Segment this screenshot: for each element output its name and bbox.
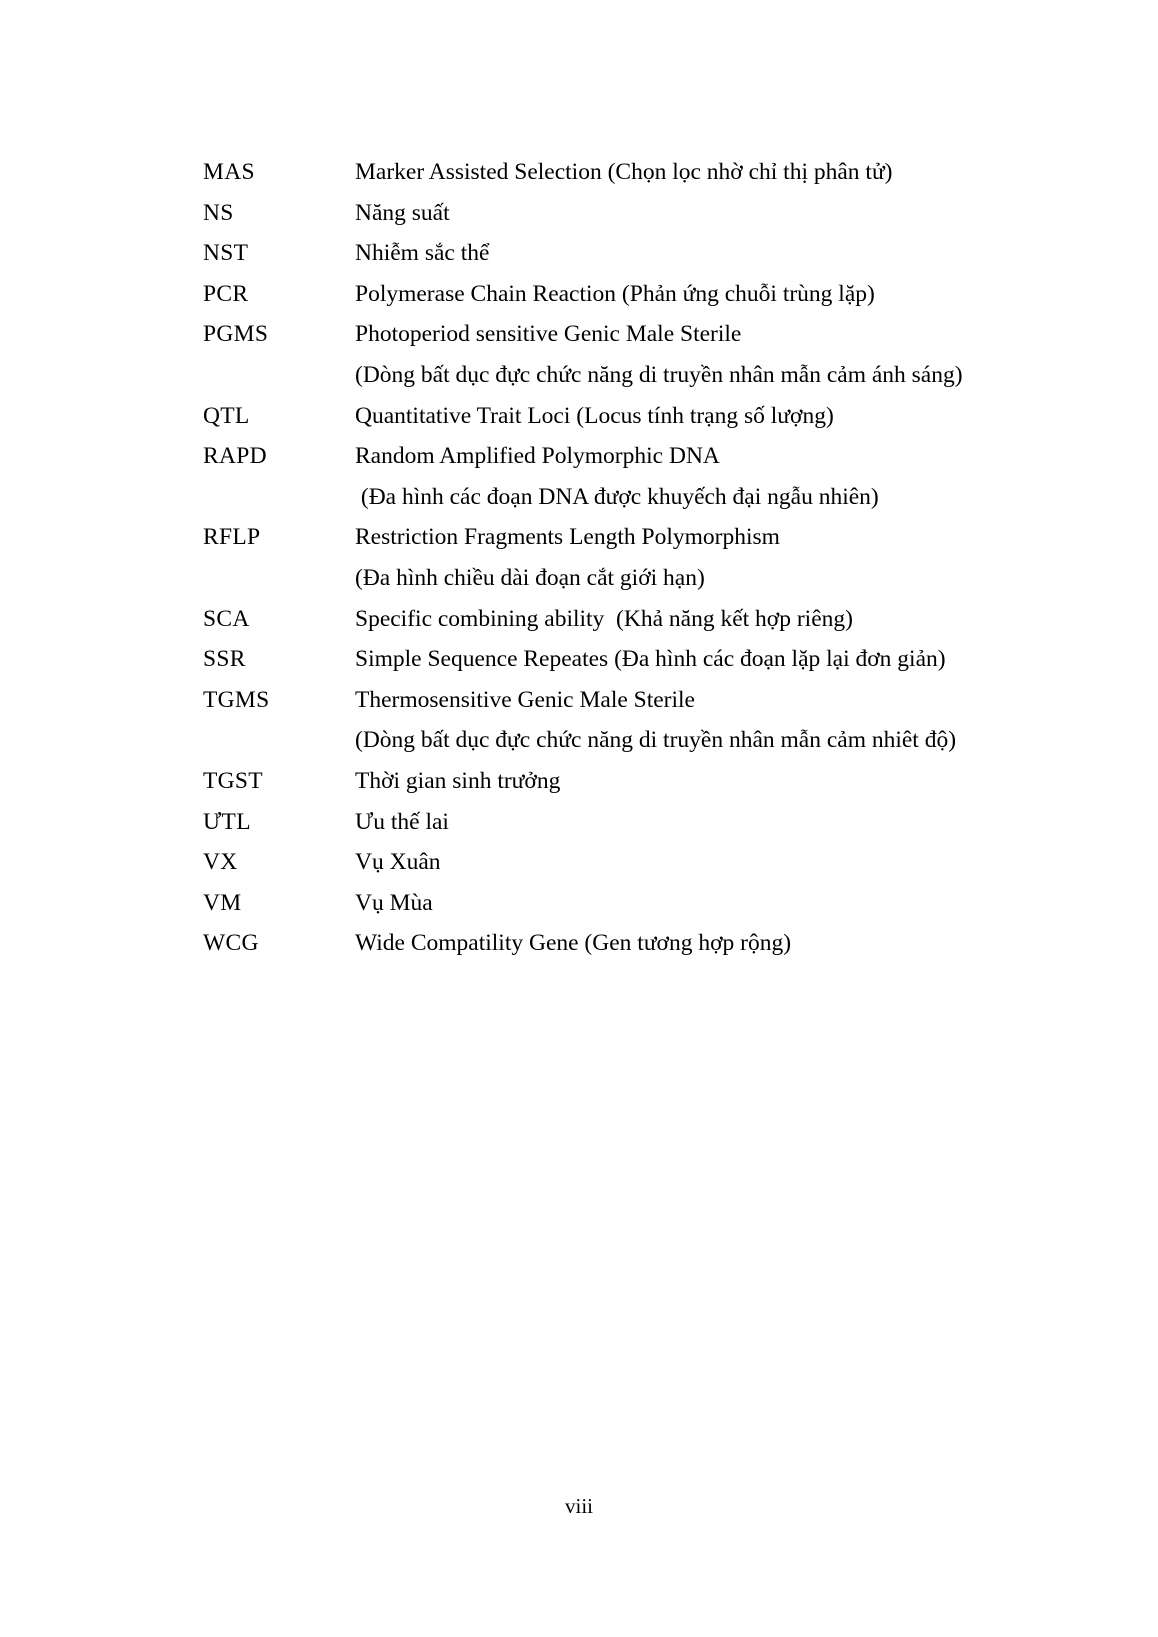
abbr-term: RFLP bbox=[203, 524, 261, 551]
page-number: viii bbox=[564, 1494, 593, 1518]
definition-line: (Đa hình các đoạn DNA được khuyếch đại ngẫu nhiên) bbox=[355, 483, 879, 510]
abbr-definition bbox=[355, 802, 1098, 843]
abbr-term: PGMS bbox=[203, 321, 269, 348]
definition-line: Năng suất bbox=[355, 199, 450, 226]
abbreviation-row-pcr bbox=[203, 274, 1098, 315]
abbr-term: NST bbox=[203, 240, 249, 267]
definition-line: Marker Assisted Selection (Chọn lọc nhờ chỉ thị phân tử) bbox=[355, 159, 893, 185]
abbreviation-row-sca bbox=[203, 599, 1098, 640]
abbr-term: SSR bbox=[203, 646, 246, 673]
definition-line: Simple Sequence Repeates (Đa hình các đoạn lặp lại đơn giản) bbox=[355, 646, 946, 673]
definition-line: Polymerase Chain Reaction (Phản ứng chuỗi trùng lặp) bbox=[355, 280, 875, 307]
definition-line: (Dòng bất dục đực chức năng di truyền nhân mẫn cảm ánh sáng) bbox=[355, 361, 963, 388]
abbr-definition bbox=[355, 599, 1098, 640]
definition-line: Thermosensitive Genic Male Sterile bbox=[355, 686, 695, 713]
abbr-term: SCA bbox=[203, 605, 250, 632]
definition-line: Random Amplified Polymorphic DNA bbox=[355, 443, 720, 470]
abbr-term: ƯTL bbox=[203, 808, 251, 835]
abbr-definition bbox=[355, 639, 1098, 680]
abbr-term: VM bbox=[203, 889, 242, 916]
abbr-definition bbox=[355, 274, 1098, 315]
abbreviation-row-pgms bbox=[203, 314, 1098, 395]
definition-line: Photoperiod sensitive Genic Male Sterile bbox=[355, 321, 742, 348]
abbreviation-row-tgst bbox=[203, 761, 1098, 802]
definition-line: Wide Compatility Gene (Gen tương hợp rộng) bbox=[355, 930, 792, 957]
abbr-definition bbox=[355, 842, 1098, 883]
abbr-definition bbox=[355, 152, 1098, 193]
abbr-term: PCR bbox=[203, 280, 249, 307]
abbreviation-row-qtl bbox=[203, 396, 1098, 437]
abbreviation-list bbox=[203, 152, 1098, 964]
abbr-term: RAPD bbox=[203, 443, 267, 470]
abbr-definition bbox=[355, 396, 1098, 437]
abbr-definition bbox=[355, 923, 1098, 964]
abbr-definition bbox=[355, 680, 1098, 761]
abbr-definition bbox=[355, 883, 1098, 924]
definition-line: Specific combining ability (Khả năng kết hợp riêng) bbox=[355, 605, 853, 632]
abbreviation-row-vm bbox=[203, 883, 1098, 924]
definition-line: Vụ Mùa bbox=[355, 889, 433, 916]
abbr-term: NS bbox=[203, 199, 234, 226]
abbreviation-row-nst bbox=[203, 233, 1098, 274]
abbr-definition bbox=[355, 761, 1098, 802]
abbr-term: VX bbox=[203, 849, 238, 876]
definition-line: Nhiễm sắc thể bbox=[355, 240, 490, 267]
abbr-term: TGST bbox=[203, 767, 263, 794]
definition-line: Thời gian sinh trưởng bbox=[355, 767, 561, 794]
abbreviation-row-vx bbox=[203, 842, 1098, 883]
definition-line: Restriction Fragments Length Polymorphism bbox=[355, 524, 780, 551]
definition-line: Quantitative Trait Loci (Locus tính trạng số lượng) bbox=[355, 402, 834, 429]
abbr-term: QTL bbox=[203, 402, 250, 429]
abbr-definition bbox=[355, 193, 1098, 234]
abbr-definition bbox=[355, 436, 1098, 517]
definition-line: Ưu thế lai bbox=[355, 808, 449, 835]
definition-line: Vụ Xuân bbox=[355, 849, 441, 876]
abbreviation-row-rflp bbox=[203, 517, 1098, 598]
abbreviation-row-tgms bbox=[203, 680, 1098, 761]
abbreviation-row-utl bbox=[203, 802, 1098, 843]
abbreviation-row-ns bbox=[203, 193, 1098, 234]
abbreviation-row-rapd bbox=[203, 436, 1098, 517]
abbreviation-row-mas bbox=[203, 152, 1098, 193]
abbr-term: WCG bbox=[203, 930, 259, 957]
definition-line: (Dòng bất dục đực chức năng di truyền nhân mẫn cảm nhiêt độ) bbox=[355, 727, 957, 754]
abbr-definition bbox=[355, 314, 1098, 395]
abbr-definition bbox=[355, 233, 1098, 274]
abbreviation-row-ssr bbox=[203, 639, 1098, 680]
definition-line: (Đa hình chiều dài đoạn cắt giới hạn) bbox=[355, 564, 705, 591]
abbr-term: MAS bbox=[203, 159, 255, 185]
abbr-definition bbox=[355, 517, 1098, 598]
abbreviation-row-wcg bbox=[203, 923, 1098, 964]
abbr-term: TGMS bbox=[203, 686, 270, 713]
